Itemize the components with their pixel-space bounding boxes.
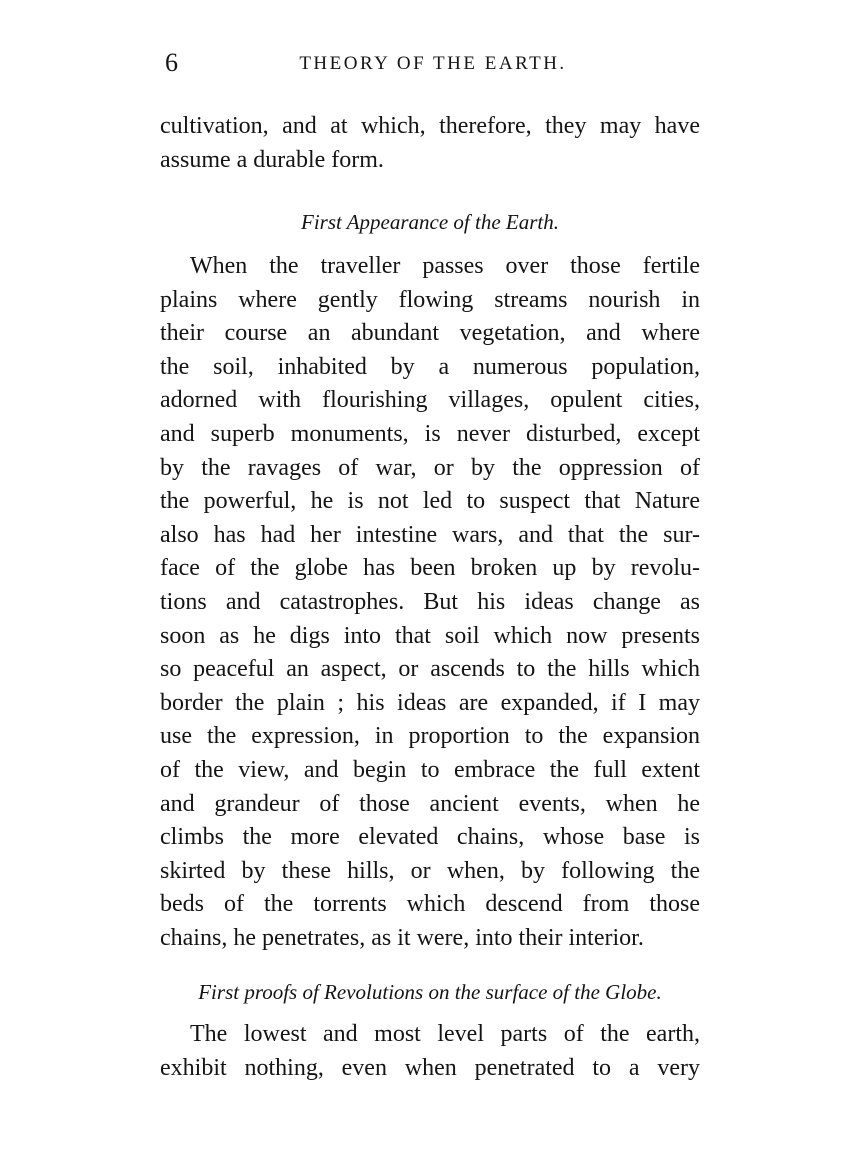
text-line: their course an abundant vegetation, and where bbox=[160, 320, 700, 347]
page-header bbox=[163, 48, 703, 78]
text-line: by the ravages of war, or by the oppression of bbox=[160, 454, 700, 481]
running-title: THEORY OF THE EARTH. bbox=[299, 53, 567, 74]
text-line: plains where gently flowing streams nourish in bbox=[160, 286, 700, 313]
text-line: adorned with flourishing villages, opulent cities, bbox=[160, 387, 700, 414]
continuation-paragraph bbox=[160, 110, 700, 177]
text-line: chains, he penetrates, as it were, into their interior. bbox=[160, 924, 644, 951]
page-number: 6 bbox=[165, 48, 178, 77]
text-line: The lowest and most level parts of the earth, bbox=[190, 1021, 700, 1047]
text-line: also has had her intestine wars, and that the sur- bbox=[160, 521, 700, 548]
text-line: and superb monuments, is never disturbed, except bbox=[160, 420, 700, 447]
text-line: and grandeur of those ancient events, when he bbox=[160, 790, 700, 817]
text-line: assume a durable form. bbox=[160, 146, 384, 173]
text-line: so peaceful an aspect, or ascends to the hills which bbox=[160, 656, 700, 683]
text-line: climbs the more elevated chains, whose base is bbox=[160, 824, 700, 851]
text-line: beds of the torrents which descend from those bbox=[160, 891, 700, 918]
text-line: tions and catastrophes. But his ideas change as bbox=[160, 588, 700, 615]
text-line: When the traveller passes over those fertile bbox=[190, 253, 700, 279]
text-line: exhibit nothing, even when penetrated to a very bbox=[160, 1054, 700, 1081]
body-paragraph bbox=[160, 250, 700, 955]
text-line: the powerful, he is not led to suspect that Nature bbox=[160, 488, 700, 515]
text-line: use the expression, in proportion to the expansion bbox=[160, 723, 700, 750]
text-line: the soil, inhabited by a numerous population, bbox=[160, 353, 700, 380]
text-line: border the plain ; his ideas are expanded, if I may bbox=[160, 689, 700, 716]
section-heading: First Appearance of the Earth. bbox=[301, 210, 559, 234]
text-line: of the view, and begin to embrace the full extent bbox=[160, 756, 700, 783]
body-paragraph bbox=[160, 1018, 700, 1085]
text-line: cultivation, and at which, therefore, they may have bbox=[160, 113, 700, 139]
text-line: skirted by these hills, or when, by following the bbox=[160, 857, 700, 884]
section-heading: First proofs of Revolutions on the surface of the Globe. bbox=[198, 980, 662, 1004]
text-line: soon as he digs into that soil which now presents bbox=[160, 622, 700, 649]
text-line: face of the globe has been broken up by revolu- bbox=[160, 555, 700, 582]
